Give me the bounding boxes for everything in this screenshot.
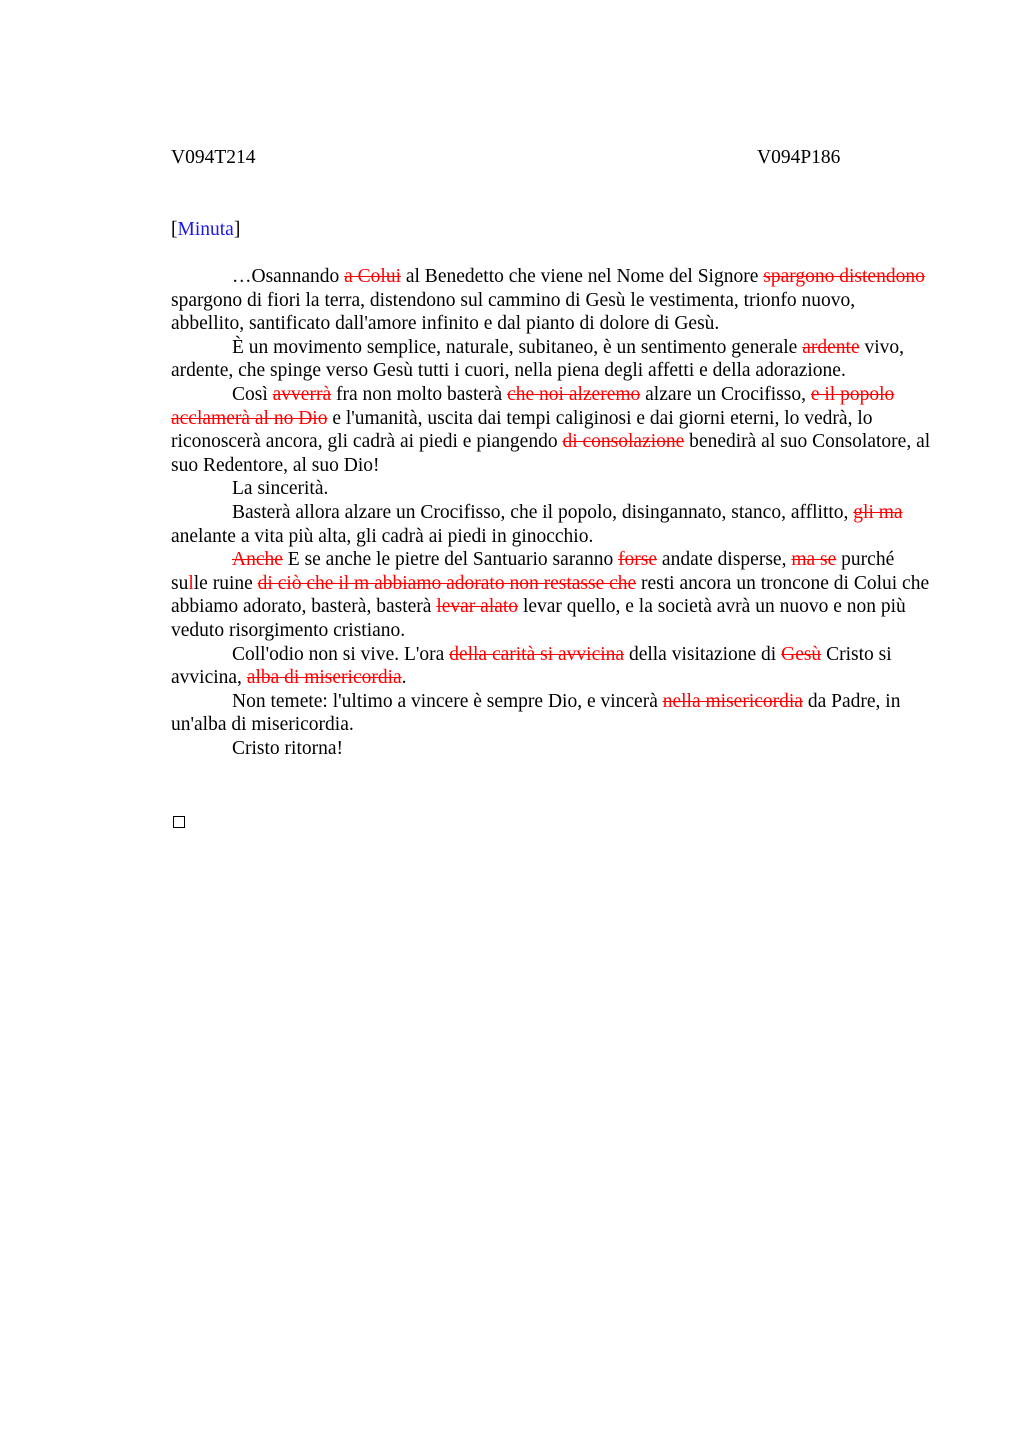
deleted-text: Anche [232,549,283,571]
text-span: benedirà al suo Consolatore, al suo Redentore, al suo Dio! [171,431,931,476]
label-minuta: Minuta [177,219,234,240]
text-span: anelante a vita più alta, gli cadrà ai piedi in ginocchio. [171,525,594,547]
paragraph-9 [171,737,931,761]
deleted-text: Gesù [781,643,822,665]
deleted-text: spargono distendono [763,266,925,287]
deleted-text: avverrà [272,383,332,405]
text-span: levar quello, e la società avrà un nuovo e non più veduto risorgimento cristiano. [171,596,906,641]
document-body [171,265,931,760]
text-span: Così [232,383,273,405]
deleted-text: a Colui [344,266,401,287]
text-span: andate disperse, [657,549,792,571]
document-label [171,218,240,242]
label-open-bracket: [ [171,219,178,240]
text-span: purché su [171,549,895,594]
text-span: …Osannando [232,266,345,287]
deleted-text: ma se [791,549,837,571]
deleted-text: che noi alzeremo [507,383,641,405]
text-span: spargono di fiori la terra, distendono sul cammino di Gesù le vestimenta, trionfo nuovo, abbellito, santificato dall'amore infinito e dal pianto di dolore di Gesù. [171,289,856,335]
paragraph-2 [171,336,931,383]
deleted-text: forse [618,549,658,571]
document-code-right: V094P186 [757,147,841,168]
paragraph-1 [171,265,931,336]
text-span: da Padre, in un'alba di misericordia. [171,690,901,736]
deleted-text: gli ma [853,501,903,523]
deleted-text: e il popolo acclamerà al no Dio [171,383,895,429]
text-span: alzare un Crocifisso, [640,383,811,405]
text-span: È un movimento semplice, naturale, subitaneo, è un sentimento generale [232,336,803,358]
deleted-text: levar alato [436,596,519,618]
deleted-text: della carità si avvicina [449,643,625,665]
text-span: Non temete: l'ultimo a vincere è sempre Dio, e vincerà [232,690,663,712]
text-span: della visitazione di [624,643,782,665]
text-span: vivo, ardente, che spinge verso Gesù tutti i cuori, nella piena degli affetti e della adorazione. [171,336,905,382]
paragraph-4 [171,477,931,501]
text-span: Basterà allora alzare un Crocifisso, che il popolo, disingannato, stanco, afflitto, [232,501,854,523]
paragraph-6 [171,548,931,642]
deleted-text: ardente [802,336,860,358]
text-span: . [401,667,407,689]
paragraph-5 [171,501,931,548]
text-span: e l'umanità, uscita dai tempi caliginosi e dai giorni eterni, lo vedrà, lo riconoscerà ancora, gli cadrà ai piedi e piangendo [171,407,873,453]
deleted-text: nella misericordia [662,690,803,712]
deleted-text: di consolazione [562,431,685,453]
document-code-left: V094T214 [171,147,256,168]
label-close-bracket: ] [233,219,241,240]
paragraph-8 [171,690,931,737]
text-span: resti ancora un troncone di Colui che abbiamo adorato, basterà, basterà [171,572,930,618]
text-span: Coll'odio non si vive. L'ora [232,643,450,665]
text-span: La sincerità. [232,478,329,500]
text-span: Cristo si avvicina, [171,643,892,689]
text-span: Cristo ritorna! [232,737,344,759]
paragraph-7 [171,643,931,690]
text-span: fra non molto basterà [331,383,508,405]
corrected-letter: l [188,572,194,594]
end-marker-box [173,816,185,828]
deleted-text: di ciò che il m abbiamo adorato non restasse che [257,572,637,594]
text-span: le ruine [193,572,258,594]
paragraph-3 [171,383,931,477]
text-span: al Benedetto che viene nel Nome del Signore [400,266,764,287]
deleted-text: alba di misericordia [246,667,402,689]
text-span: E se anche le pietre del Santuario saranno [282,549,619,571]
